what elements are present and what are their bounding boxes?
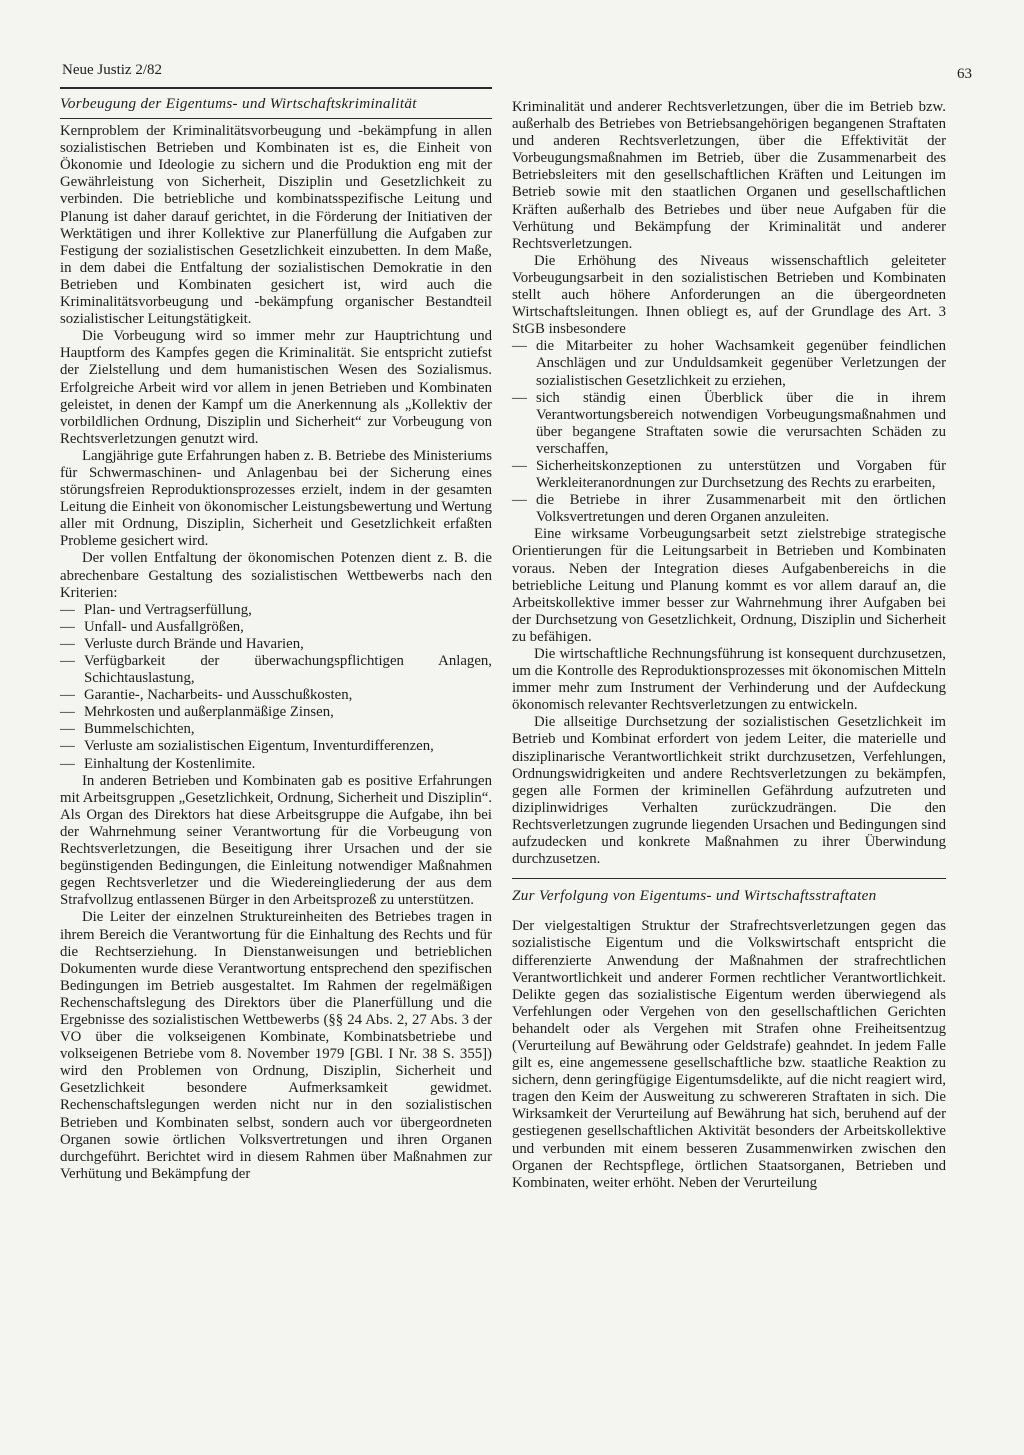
paragraph: Die allseitige Durchsetzung der sozialistischen Gesetzlichkeit im Betrieb und Kombinat erfordert von jedem Leiter, die materielle und disziplinarische Verantwortlichkeit strikt durchzusetzen, Verfehlungen, Ordnungswidrigkeiten und andere Rechtsverletzungen zu bekämpfen, gegen alle Formen der kriminellen Gefährdung aufzutreten und diziplinwidriges Verhalten zurückzudrängen. Die den Rechtsverletzungen zugrunde liegenden Ursachen und Bedingungen sind aufzudecken und konkrete Maßnahmen zu ihrer Überwindung durchzusetzen. <box>512 714 946 868</box>
list-item: — Mehrkosten und außerplanmäßige Zinsen, <box>60 704 334 721</box>
list-item: — Verluste am sozialistischen Eigentum, Inventurdifferenzen, <box>60 738 434 755</box>
paragraph: In anderen Betrieben und Kombinaten gab es positive Erfahrungen mit Arbeitsgruppen „Gesetzlichkeit, Ordnung, Sicherheit und Disziplin“. Als Organ des Direktors hat diese Arbeitsgruppe die Aufgabe, ihn bei der Wahrnehmung seiner Verantwortung für die Vorbeugung von Rechtsverletzungen, die Beseitigung ihrer Ursachen und der sie begünstigenden Bedingungen, die Einleitung notwendiger Maßnahmen gegen Rechtsverletzer und die Wiedereingliederung der aus dem Strafvollzug entlassenen Bürger in den Arbeitsprozeß zu unterstützen. <box>60 772 492 909</box>
header-rule <box>60 87 492 89</box>
list-item: — die Betriebe in ihrer Zusammenarbeit mit den örtlichen Volksvertretungen und deren Organen anzuleiten. <box>512 492 946 526</box>
paragraph: Die Leiter der einzelnen Struktureinheiten des Betriebes tragen in ihrem Bereich die Verantwortung für die Einhaltung des Rechts und für die Rechtserziehung. In Dienstanweisungen und betrieblichen Dokumenten wurde diese Verantwortung entsprechend den spezifischen Bedingungen im Betrieb ausgestaltet. Im Rahmen der regelmäßigen Rechenschaftslegung des Direktors über die Planerfüllung und die Ergebnisse des sozialistischen Wettbewerbs (§§ 24 Abs. 2, 27 Abs. 3 der VO über die volkseigenen Kombinate, Kombinatsbetriebe und volkseigenen Betriebe vom 8. November 1979 [GBl. I Nr. 38 S. 355]) wird den Problemen von Ordnung, Disziplin, Sicherheit und Gesetzlichkeit besondere Aufmerksamkeit gewidmet. Rechenschaftslegungen werden nicht nur in den sozialistischen Betrieben und Kombinaten selbst, sondern auch vor übergeordneten Organen sowie örtlichen Volksvertretungen und ihren Organen durchgeführt. Berichtet wird in diesem Rahmen über Maßnahmen zur Verhütung und Bekämpfung der <box>60 909 492 1182</box>
paragraph: Die Erhöhung des Niveaus wissenschaftlich geleiteter Vorbeugungsarbeit in den sozialistischen Betrieben und Kombinaten stellt auch höhere Anforderungen an die übergeordneten Wirtschaftsleitungen. Ihnen obliegt es, auf der Grundlage des Art. 3 StGB insbesondere <box>512 252 946 338</box>
paragraph: Eine wirksame Vorbeugungsarbeit setzt zielstrebige strategische Orientierungen für die Leitungsarbeit in Betrieben und Kombinaten voraus. Neben der Integration dieses Aufgabenbereichs in die betriebliche Leitung und Planung kommt es vor allem darauf an, die Arbeitskollektive immer besser zur Wahrnehmung ihrer Aufgaben bei der Durchsetzung von Gesetzlichkeit, Ordnung, Disziplin und Sicherheit zu befähigen. <box>512 526 946 645</box>
list-item: — die Mitarbeiter zu hoher Wachsamkeit gegenüber feindlichen Anschlägen und zur Unduldsamkeit gegenüber Verletzungen der sozialistischen Gesetzlichkeit zu erziehen, <box>512 338 946 389</box>
list-item: — Einhaltung der Kostenlimite. <box>60 755 256 772</box>
section-title-prevention: Vorbeugung der Eigentums- und Wirtschaftskriminalität <box>60 95 492 119</box>
section-title-prosecution: Zur Verfolgung von Eigentums- und Wirtschaftsstraftaten <box>512 878 946 908</box>
tasks-list <box>512 338 946 526</box>
list-item: — Unfall- und Ausfallgrößen, <box>60 618 244 635</box>
paragraph: Kriminalität und anderer Rechtsverletzungen, über die im Betrieb bzw. außerhalb des Betriebes von Betriebsangehörigen begangenen Straftaten und anderen Rechtsverletzungen, über die Effektivität der Vorbeugungsmaßnahmen im Betrieb, über die Zusammenarbeit des Betriebsleiters mit den gesellschaftlichen Kräften und Leitungen im Betrieb sowie mit den staatlichen Organen und gesellschaftlichen Kräften außerhalb des Betriebes und über neue Aufgaben für die Verhütung und Bekämpfung der Kriminalität und anderer Rechtsverletzungen. <box>512 99 946 252</box>
list-item: — Plan- und Vertragserfüllung, <box>60 601 252 618</box>
left-column <box>60 95 492 1183</box>
list-item: — Sicherheitskonzeptionen zu unterstützen und Vorgaben für Werkleiteranordnungen zur Durchsetzung des Rechts zu erarbeiten, <box>512 457 946 492</box>
paragraph: Langjährige gute Erfahrungen haben z. B. Betriebe des Ministeriums für Schwermaschinen- und Anlagenbau bei der Sicherung eines störungsfreien Reproduktionsprozesses erzielt, indem in der gesamten Leitung die Einheit von ökonomischer Leistungsbewertung und Wertung aller mit Ordnung, Disziplin, Sicherheit und Gesetzlichkeit erfaßten Probleme gesichert wird. <box>60 447 492 550</box>
list-item: — sich ständig einen Überblick über die in ihrem Verantwortungsbereich notwendigen Vorbeugungsmaßnahmen und über begangene Straftaten sowie die verursachten Schäden zu verschaffen, <box>512 389 946 457</box>
paragraph: Kernproblem der Kriminalitätsvorbeugung und -bekämpfung in allen sozialistischen Betrieben und Kombinaten ist es, die Einheit von Ökonomie und Ideologie zu sichern und die Produktion eng mit der Gewährleistung von Sicherheit, Disziplin und Gesetzlichkeit zu verbinden. Die betriebliche und kombinatsspezifische Leitung und Planung ist daher darauf gerichtet, in die Förderung der Initiativen der Werktätigen und ihrer Kollektive zur Planerfüllung die Aufgaben zur Festigung der sozialistischen Gesetzlichkeit einzubetten. In dem Maße, in dem dabei die Entfaltung der sozialistischen Demokratie in den Betrieben und Kombinaten gesichert ist, wird auch die Kriminalitätsvorbeugung und -bekämpfung organischer Bestandteil sozialistischer Leitungstätigkeit. <box>60 123 492 328</box>
journal-header: Neue Justiz 2/82 <box>62 62 162 78</box>
right-column <box>512 99 946 1192</box>
page-number: 63 <box>957 66 972 82</box>
paragraph: Der vielgestaltigen Struktur der Strafrechtsverletzungen gegen das sozialistische Eigentum und die Volkswirtschaft entspricht die differenzierte Anwendung der Maßnahmen der strafrechtlichen Verantwortlichkeit und anderer Formen rechtlicher Verantwortlichkeit. Delikte gegen das sozialistische Eigentum werden überwiegend als Verfehlungen oder Vergehen von den gesellschaftlichen Gerichten behandelt oder als Vergehen mit Strafen ohne Freiheitsentzug (Verurteilung auf Bewährung oder Geldstrafe) geahndet. In jedem Falle gilt es, eine angemessene gesellschaftliche bzw. staatliche Reaktion zu sichern, denn geringfügige Eigentumsdelikte, auf die nicht reagiert wird, tragen den Keim der Ausweitung zu schwereren Straftaten in sich. Die Wirksamkeit der Verurteilung auf Bewährung hat sich, beruhend auf der gestiegenen gesellschaftlichen Aktivität besonders der Arbeitskollektive und verbunden mit einem besseren Zusammenwirken zwischen den Organen der Rechtspflege, örtlichen Staatsorganen, Betrieben und Kombinaten, weiter erhöht. Neben der Verurteilung <box>512 918 946 1191</box>
list-item: — Verfügbarkeit der überwachungspflichtigen Anlagen, Schichtauslastung, <box>60 653 492 687</box>
list-item: — Garantie-, Nacharbeits- und Ausschußkosten, <box>60 687 353 704</box>
paragraph: Die wirtschaftliche Rechnungsführung ist konsequent durchzusetzen, um die Kontrolle des Reproduktionsprozesses mit ökonomischen Mitteln immer mehr zum Instrument der Verhinderung und der Aufdeckung ökonomisch relevanter Rechtsverletzungen zu entwickeln. <box>512 646 946 714</box>
list-item: — Bummelschichten, <box>60 721 195 738</box>
list-item: — Verluste durch Brände und Havarien, <box>60 635 304 652</box>
paragraph: Die Vorbeugung wird so immer mehr zur Hauptrichtung und Hauptform des Kampfes gegen die Kriminalität. Sie entspricht zutiefst der Zielstellung und dem humanistischen Wesen des Sozialismus. Erfolgreiche Arbeit wird vor allem in jenen Betrieben und Kombinaten geleistet, in denen der Kampf um die Anerkennung als „Kollektiv der vorbildlichen Ordnung, Disziplin und Sicherheit“ zur Vorbeugung von Rechtsverletzungen genutzt wird. <box>60 328 492 447</box>
paragraph: Der vollen Entfaltung der ökonomischen Potenzen dient z. B. die abrechenbare Gestaltung des sozialistischen Wettbewerbs nach den Kriterien: <box>60 550 492 601</box>
criteria-list <box>60 602 492 773</box>
